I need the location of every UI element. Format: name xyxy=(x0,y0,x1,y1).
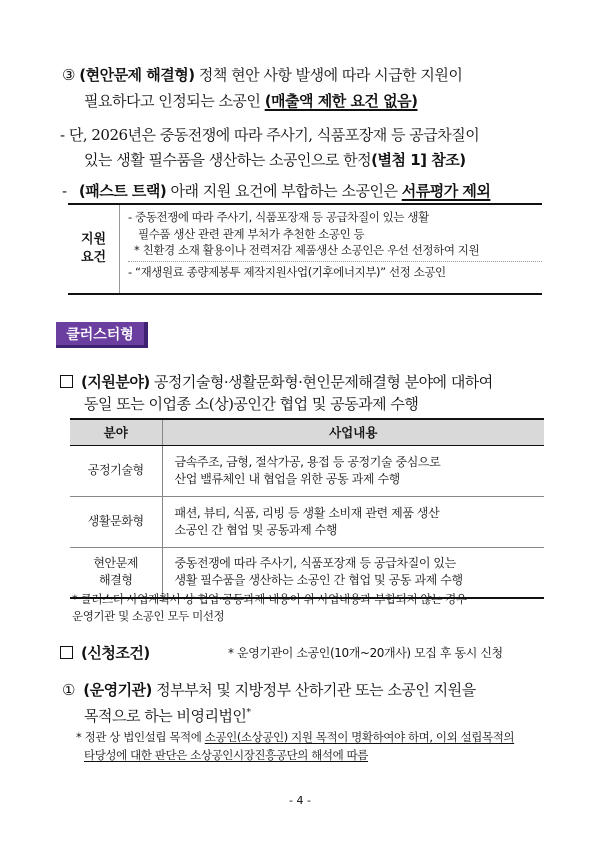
footnote-line1 xyxy=(76,729,514,746)
table-cell-content xyxy=(162,496,544,547)
support-label xyxy=(68,205,120,293)
table-cell-field xyxy=(70,496,162,547)
content-line: 산업 밸류체인 내 협업을 위한 공동 과제 수행 xyxy=(174,471,400,486)
field-name: 현안문제 xyxy=(93,556,139,571)
content-line: 소공인 간 협업 및 공동과제 수행 xyxy=(174,522,338,537)
item3-line1-text: 정책 현안 사항 발생에 따라 시급한 지원이 xyxy=(194,66,463,84)
table-cell-field xyxy=(70,445,162,496)
cluster-section-badge: 클러스터형 xyxy=(56,322,148,348)
item3-line2 xyxy=(84,88,417,114)
item3-no-sales-limit: (매출액 제한 요건 없음) xyxy=(264,92,418,110)
table-header-field: 분야 xyxy=(70,419,162,445)
support-line2: 필수품 생산 관련 관계 부처가 추천한 소공인 등 xyxy=(138,226,365,241)
fast-track-title: (패스트 트랙) xyxy=(78,182,167,200)
checkbox-icon xyxy=(60,375,73,388)
field-line1-text: 공정기술형·생활문화형·현인문제해결형 분야에 대하여 xyxy=(149,373,493,391)
content-line: 금속주조, 금형, 절삭가공, 용접 등 공정기술 중심으로 xyxy=(174,454,441,469)
support-body xyxy=(120,205,542,293)
table-row xyxy=(70,496,544,547)
condition-note: * 운영기관이 소공인(10개~20개사) 모집 후 동시 신청 xyxy=(228,646,503,660)
fast-track-text: 아래 지원 요건에 부합하는 소공인은 xyxy=(166,182,402,200)
table-note-line1: * 클러스터 사업계획서 상 협업·공동과제 내용이 위 사업내용과 부합되지 않는 경우 xyxy=(72,592,467,606)
field-title: (지원분야) xyxy=(81,373,150,391)
item3-title: (현안문제 해결형) xyxy=(79,66,195,84)
item1-line2 xyxy=(84,700,250,729)
support-requirements-box xyxy=(68,203,542,295)
item1-marker: ① xyxy=(62,681,75,699)
field-table xyxy=(70,418,544,599)
note1-line2 xyxy=(84,147,466,173)
note1-appendix-ref: (별첨 1] 참조) xyxy=(371,151,466,169)
item3-line2-text: 필요하다고 인정되는 소공인 xyxy=(84,92,265,110)
item1-title: (운영기관) xyxy=(83,681,152,699)
fast-track-dash: - xyxy=(62,182,67,200)
content-line: 패션, 뷰티, 식품, 리빙 등 생활 소비재 관련 제품 생산 xyxy=(174,505,440,520)
field-line2: 동일 또는 이업종 소(상)공인간 협업 및 공동과제 수행 xyxy=(84,395,419,413)
checkbox-icon xyxy=(60,646,73,659)
support-label-line2: 요건 xyxy=(80,250,107,265)
field-name-cont: 해결형 xyxy=(98,573,133,588)
footnote-line1-text: * 정관 상 법인설립 목적에 xyxy=(76,730,205,744)
item1-line2-text: 목적으로 하는 비영리법인 xyxy=(84,707,247,725)
footnote-line2-underlined: 타당성에 대한 판단은 소상공인시장진흥공단의 해석에 따름 xyxy=(84,748,368,762)
condition-title: (신청조건) xyxy=(81,644,150,662)
condition-title-line xyxy=(60,640,150,666)
support-line3: * 친환경 소재 활용이나 전력저감 제품생산 소공인은 우선 선정하여 지원 xyxy=(134,243,480,257)
item3-line1 xyxy=(62,62,462,88)
field-name: 공정기술형 xyxy=(87,463,144,477)
note1-line1: - 단, 2026년은 중동전쟁에 따라 주사기, 식품포장재 등 공급차질이 xyxy=(60,126,480,144)
footnote-line1-underlined: 소공인(소상공인) 지원 목적이 명확하여야 하며, 이외 설립목적의 xyxy=(204,730,515,744)
field-name: 생활문화형 xyxy=(87,514,144,528)
fast-track-line xyxy=(62,178,490,204)
support-label-line1: 지원 xyxy=(80,232,107,247)
item1-line1-text: 정부부처 및 지방정부 산하기관 또는 소공인 지원을 xyxy=(151,681,476,699)
table-row xyxy=(70,445,544,496)
table-header-row xyxy=(70,419,544,445)
item1-sup: * xyxy=(246,708,251,718)
footnote-line2 xyxy=(84,747,368,764)
table-header-content: 사업내용 xyxy=(162,419,544,445)
support-line4: - “재생원료 종량제봉투 제작지원사업(기후에너지부)” 선정 소공인 xyxy=(128,261,542,281)
table-note-line2: 운영기관 및 소공인 모두 미선정 xyxy=(72,609,225,623)
fast-track-exempt: 서류평가 제외 xyxy=(401,182,491,200)
page-number: - 4 - xyxy=(289,794,311,807)
content-line: 생활 필수품을 생산하는 소공인 간 협업 및 공동 과제 수행 xyxy=(174,573,463,588)
note1-line2-text: 있는 생활 필수품을 생산하는 소공인으로 한정 xyxy=(84,151,372,169)
content-line: 중동전쟁에 따라 주사기, 식품포장재 등 공급차질이 있는 xyxy=(174,556,456,571)
support-line1: - 중동전쟁에 따라 주사기, 식품포장재 등 공급차질이 있는 생활 xyxy=(128,210,429,224)
item3-marker: ③ xyxy=(62,66,75,84)
table-cell-content xyxy=(162,445,544,496)
